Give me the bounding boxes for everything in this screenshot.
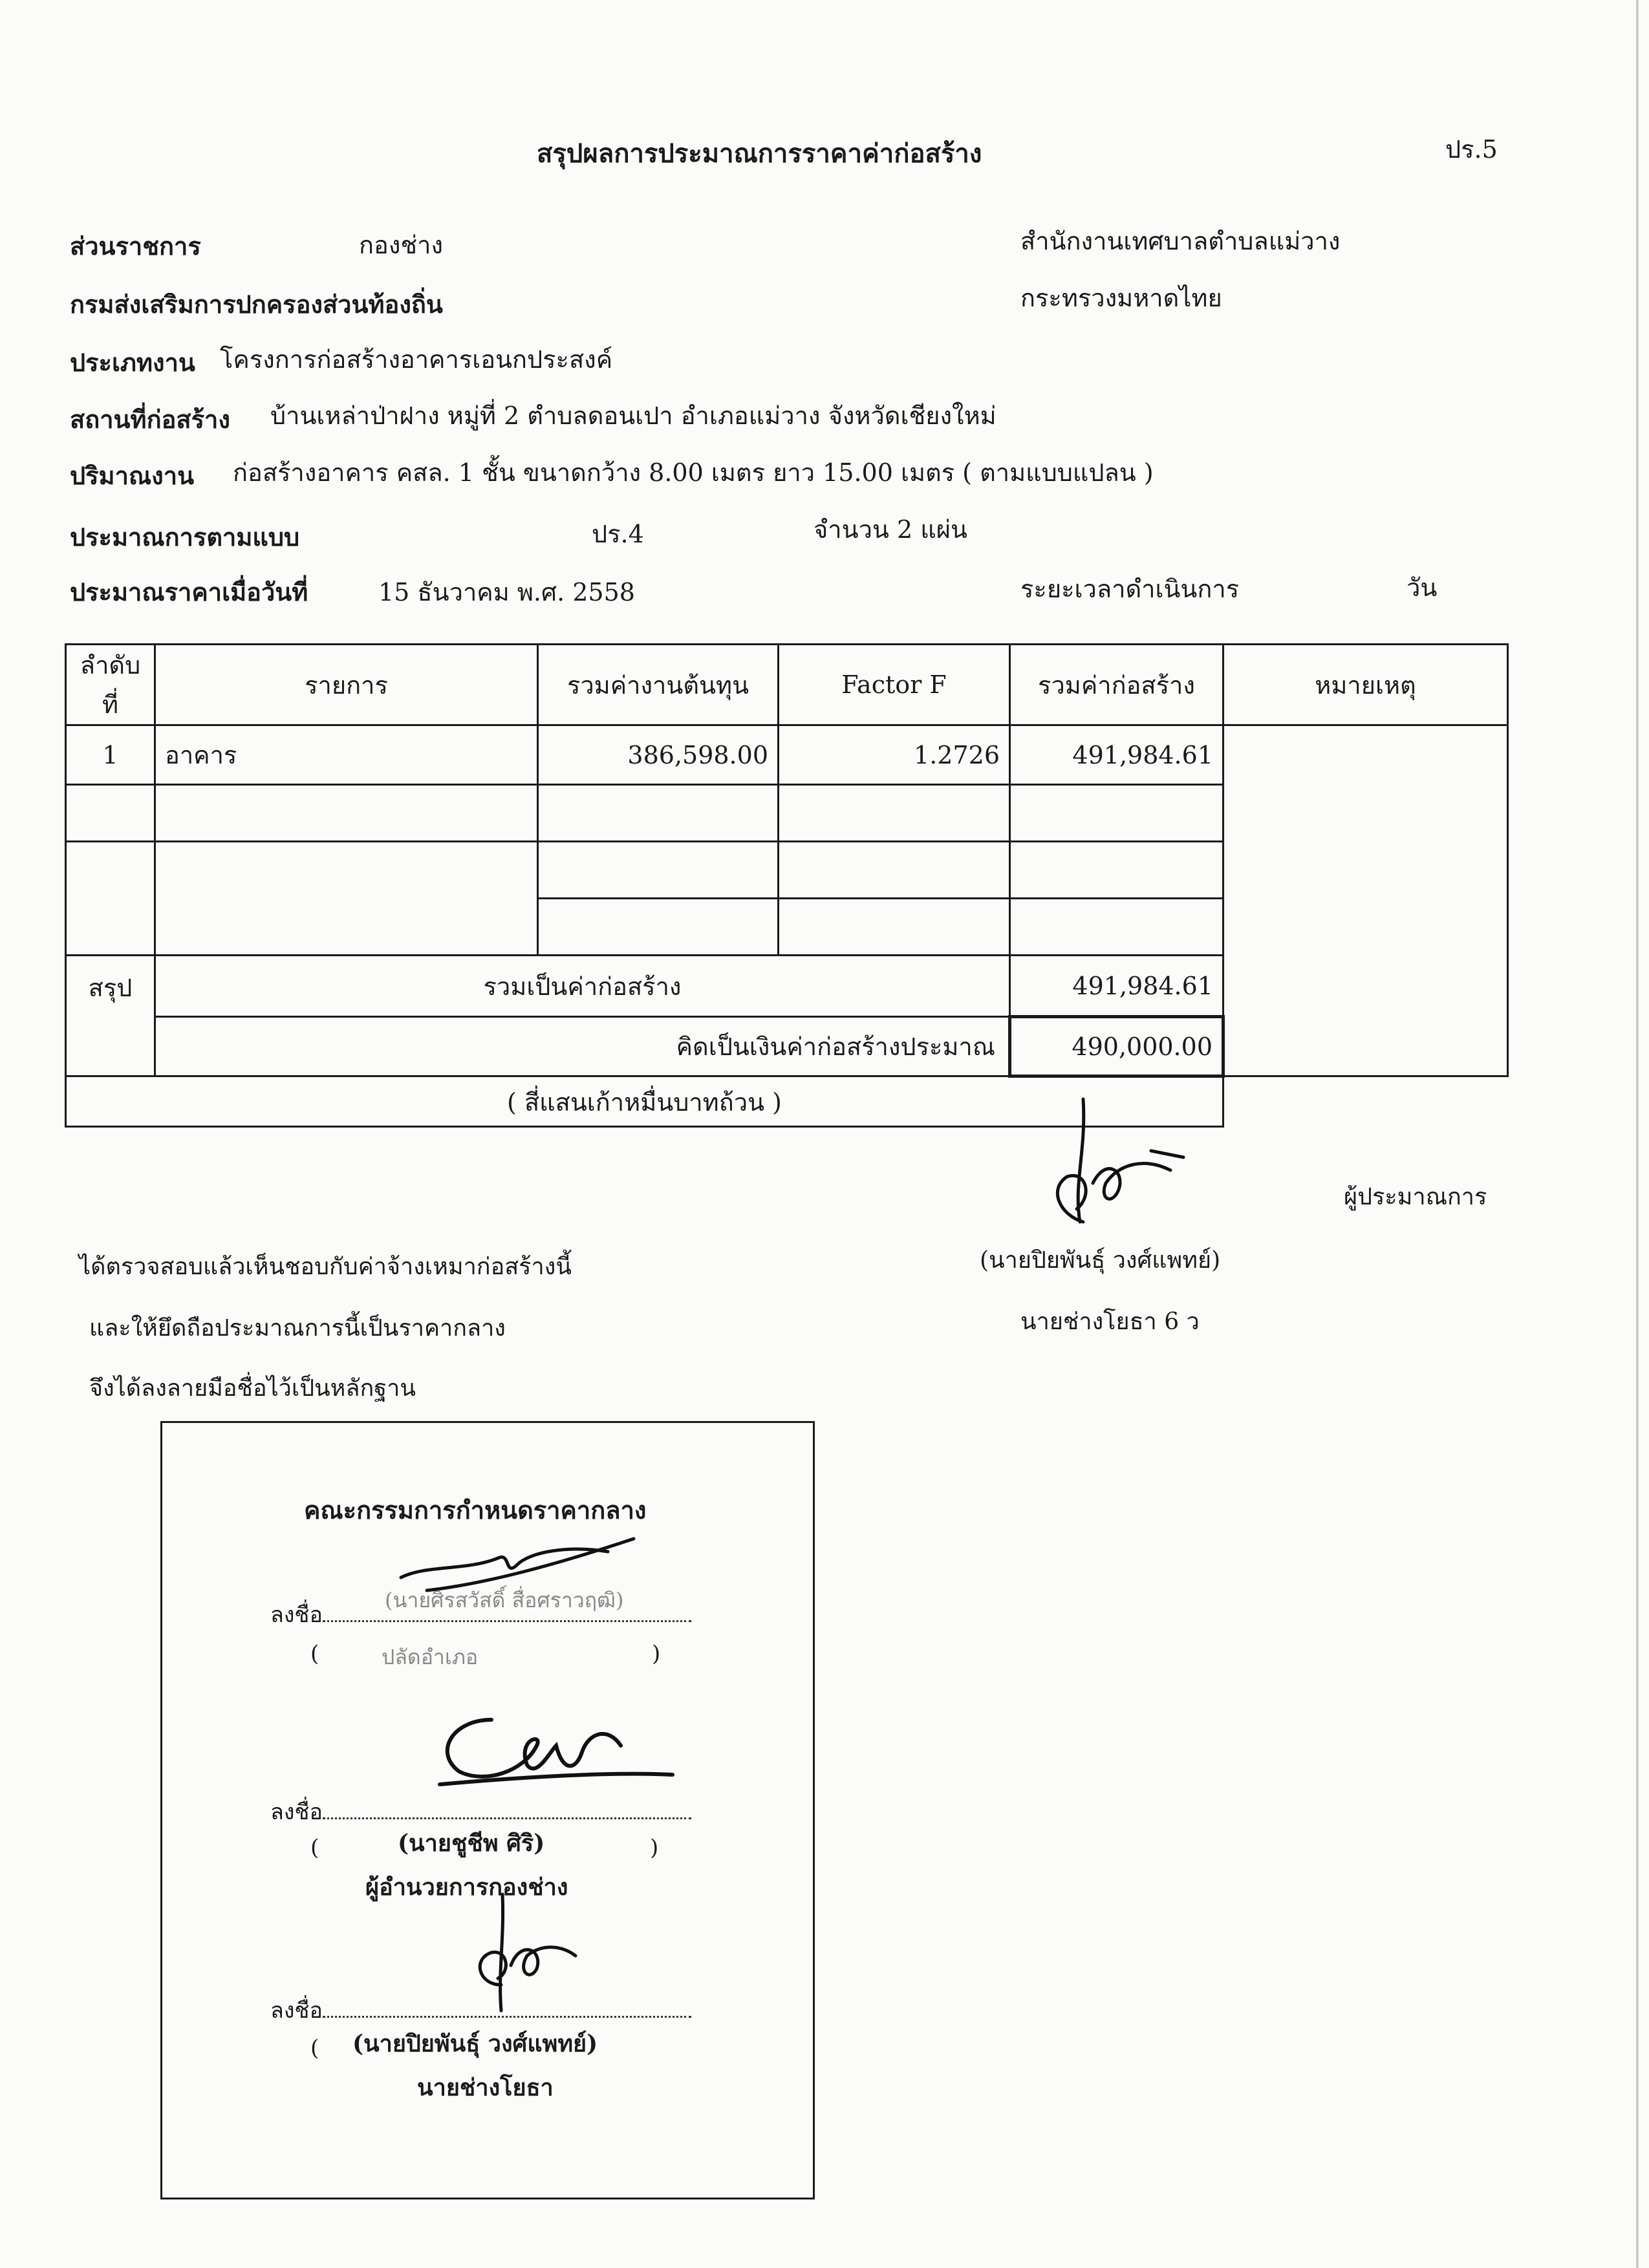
header-no: ลำดับที่ [66,645,155,725]
cost-table [65,643,1509,1128]
table-row [66,725,1508,785]
member2-signature [414,1694,685,1804]
estimate-label: ประมาณการตามแบบ [70,522,300,551]
estimator-name: (นายปิยพันธุ์ วงศ์แพทย์) [980,1247,1221,1274]
quantity-value: ก่อสร้างอาคาร คสล. 1 ชั้น ขนาดกว้าง 8.00 เมตร ยาว 15.00 เมตร ( ตามแบบแปลน ) [233,458,1154,487]
work-type-label: ประเภทงาน [70,348,195,377]
quantity-label: ปริมาณงาน [70,461,195,490]
header-remark: หมายเหตุ [1223,645,1508,725]
member1-paren-open: ( [310,1641,319,1667]
header-factor: Factor F [779,645,1010,725]
member2-paren-open: ( [310,1835,319,1861]
amount-in-words: ( สี่แสนเก้าหมื่นบาทถ้วน ) [66,1076,1223,1127]
duration-label: ระยะเวลาดำเนินการ [1020,575,1240,603]
summary-label: สรุป [66,956,155,1076]
member2-sign-label: ลงชื่อ [270,1794,691,1829]
row-total: 491,984.61 [1010,725,1223,785]
approval-line-2: และให้ยึดถือประมาณการนี้เป็นราคากลาง [89,1315,506,1342]
header-cost: รวมค่างานต้นทุน [538,645,779,725]
estimator-signature [1022,1086,1229,1248]
remark-cell [1223,725,1508,1076]
amount-words-row [66,1076,1508,1127]
form-code: ปร.5 [1445,135,1498,164]
page-edge-shadow [1636,0,1639,2268]
member3-paren-open: ( [310,2035,319,2061]
department-name: กรมส่งเสริมการปกครองส่วนท้องถิ่น [70,290,443,319]
table-header-row [66,645,1508,725]
total-label: รวมเป็นค่าก่อสร้าง [155,956,1010,1017]
member1-name: (นายศิรสวัสดิ์ สื่อศราวฤฒิ) [385,1588,624,1612]
member1-sign-label: ลงชื่อ [270,1597,691,1632]
date-value: 15 ธันวาคม พ.ศ. 2558 [378,578,635,606]
member3-sign-label: ลงชื่อ [270,1993,691,2027]
member2-paren-close: ) [650,1835,659,1861]
estimate-total-value: 490,000.00 [1010,1017,1223,1076]
estimate-form: ปร.4 [592,520,644,548]
office-name: สำนักงานเทศบาลตำบลแม่วาง [1020,227,1341,255]
row-item: อาคาร [155,725,538,785]
site-label: สถานที่ก่อสร้าง [70,405,230,434]
member2-name: (นายชูชีพ ศิริ) [398,1830,545,1857]
agency-value: กองช่าง [359,231,444,259]
header-total: รวมค่าก่อสร้าง [1010,645,1223,725]
row-factor: 1.2726 [779,725,1010,785]
approval-line-1: ได้ตรวจสอบแล้วเห็นชอบกับค่าจ้างเหมาก่อสร้างนี้ [79,1254,572,1280]
row-no: 1 [66,725,155,785]
agency-label: ส่วนราชการ [70,231,201,261]
estimator-position: นายช่างโยธา 6 ว [1020,1309,1200,1335]
document-title: สรุปผลการประมาณการราคาค่าก่อสร้าง [537,138,982,169]
member1-position: ปลัดอำเภอ [382,1645,479,1669]
date-label: ประมาณราคาเมื่อวันที่ [70,577,308,606]
estimator-role: ผู้ประมาณการ [1344,1184,1487,1210]
member1-paren-close: ) [652,1641,661,1667]
row-cost: 386,598.00 [538,725,779,785]
work-type-value: โครงการก่อสร้างอาคารเอนกประสงค์ [220,345,613,374]
duration-unit: วัน [1406,573,1438,602]
ministry-name: กระทรวงมหาดไทย [1020,284,1222,312]
approval-line-3: จึงได้ลงลายมือชื่อไว้เป็นหลักฐาน [89,1375,416,1402]
site-value: บ้านเหล่าป่าฝาง หมู่ที่ 2 ตำบลดอนเปา อำเภอแม่วาง จังหวัดเชียงใหม่ [270,401,997,430]
member3-position: นายช่างโยธา [417,2074,554,2101]
estimate-total-label: คิดเป็นเงินค่าก่อสร้างประมาณ [155,1017,1010,1076]
header-item: รายการ [155,645,538,725]
sheet-count: จำนวน 2 แผ่น [814,515,967,544]
member2-position: ผู้อำนวยการกองช่าง [365,1874,568,1901]
member3-name: (นายปิยพันธุ์ วงศ์แพทย์) [352,2030,598,2057]
total-value: 491,984.61 [1010,956,1223,1017]
committee-title: คณะกรรมการกำหนดราคากลาง [304,1495,647,1524]
